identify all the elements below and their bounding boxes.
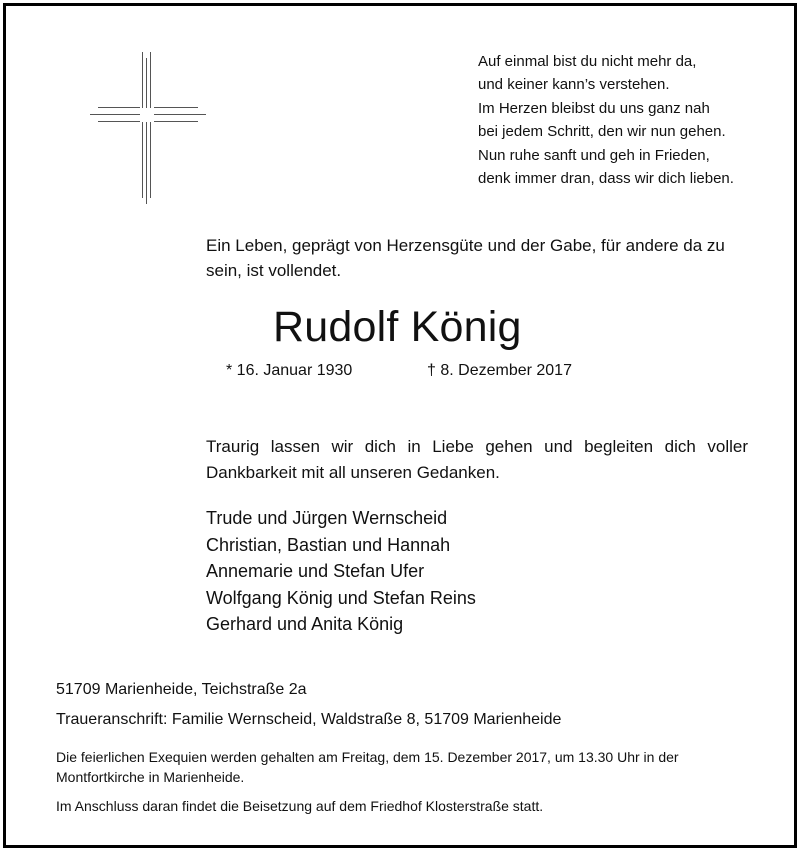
cross-icon xyxy=(90,52,206,204)
farewell-text: Traurig lassen wir dich in Liebe gehen und begleiten dich voller Dankbarkeit mit all unseren Gedanken. xyxy=(206,437,748,482)
deceased-name: Rudolf König xyxy=(273,303,522,351)
mourner: Trude und Jürgen Wernscheid xyxy=(206,508,448,528)
poem-line: bei jedem Schritt, den wir nun gehen. xyxy=(478,123,726,141)
service-info: Die feierlichen Exequien werden gehalten am Freitag, dem 15. Dezember 2017, um 13.30 Uhr in der Montfortkirche in Marienheide. xyxy=(56,749,679,785)
poem xyxy=(478,50,734,190)
mourner: Annemarie und Stefan Ufer xyxy=(206,561,425,581)
mourner: Wolfgang König und Stefan Reins xyxy=(206,587,476,608)
mourners-list xyxy=(206,505,476,638)
poem-line: Nun ruhe sanft und geh in Frieden, xyxy=(478,146,710,164)
intro-text: Ein Leben, geprägt von Herzensgüte und der Gabe, für andere da zu sein, ist vollendet. xyxy=(206,236,725,280)
poem-line: Im Herzen bleibst du uns ganz nah xyxy=(478,99,710,117)
birth-date: * 16. Januar 1930 xyxy=(226,362,353,379)
death-date: † 8. Dezember 2017 xyxy=(427,362,572,379)
mourner: Christian, Bastian und Hannah xyxy=(206,534,451,555)
poem-line: Auf einmal bist du nicht mehr da, xyxy=(478,53,697,70)
mourning-address: Traueranschrift: Familie Wernscheid, Waldstraße 8, 51709 Marienheide xyxy=(56,711,562,728)
mourner: Gerhard und Anita König xyxy=(206,614,404,634)
residence-address: 51709 Marienheide, Teichstraße 2a xyxy=(56,681,307,698)
burial-info: Im Anschluss daran findet die Beisetzung auf dem Friedhof Klosterstraße statt. xyxy=(56,798,544,814)
poem-line: und keiner kann’s verstehen. xyxy=(478,76,670,94)
poem-line: denk immer dran, dass wir dich lieben. xyxy=(478,170,734,188)
